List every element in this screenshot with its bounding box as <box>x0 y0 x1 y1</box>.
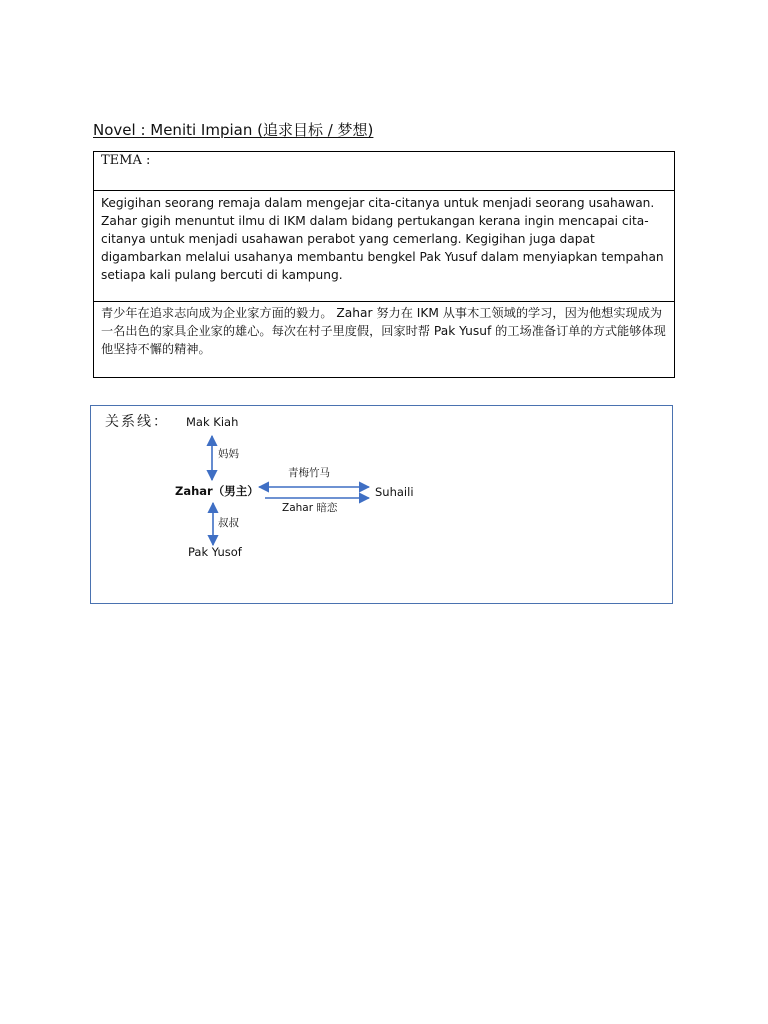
label-mother-relation: 妈妈 <box>218 448 239 460</box>
node-friend: Suhaili <box>375 485 414 499</box>
node-mother: Mak Kiah <box>186 415 239 429</box>
tema-heading: TEMA : <box>101 153 151 168</box>
node-uncle: Pak Yusof <box>188 545 242 559</box>
tema-chinese-text: 青少年在追求志向成为企业家方面的毅力。 Zahar 努力在 IKM 从事木工领域的学习，因为他想实现成为一名出色的家具企业家的雄心。每次在村子里度假，回家时帮 Pak Yusuf 的工场准备订单的方式能够体现他坚持不懈的精神。 <box>101 306 666 356</box>
tema-malay-cell <box>94 191 674 302</box>
relationship-diagram <box>90 405 673 604</box>
node-protagonist: Zahar（男主） <box>175 484 259 498</box>
relationship-arrows <box>91 406 672 603</box>
label-crush-relation: Zahar 暗恋 <box>282 502 338 514</box>
tema-chinese-cell <box>94 302 674 377</box>
tema-heading-cell <box>94 152 674 191</box>
document-title: Novel : Meniti Impian (追求目标 / 梦想) <box>93 121 374 139</box>
relationship-heading: 关系线： <box>105 414 169 430</box>
label-friend-relation: 青梅竹马 <box>288 467 330 479</box>
tema-table <box>93 151 675 378</box>
tema-malay-text: Kegigihan seorang remaja dalam mengejar cita-citanya untuk menjadi seorang usahawan. Zahar gigih menuntut ilmu di IKM dalam bidang pertukangan kerana ingin mencapai cita-citanya untuk menjadi usahawan perabot yang cemerlang. Kegigihan juga dapat digambarkan melalui usahanya membantu bengkel Pak Yusuf dalam menyiapkan tempahan setiapa kali pulang bercuti di kampung. <box>101 196 664 282</box>
label-uncle-relation: 叔叔 <box>218 517 239 529</box>
